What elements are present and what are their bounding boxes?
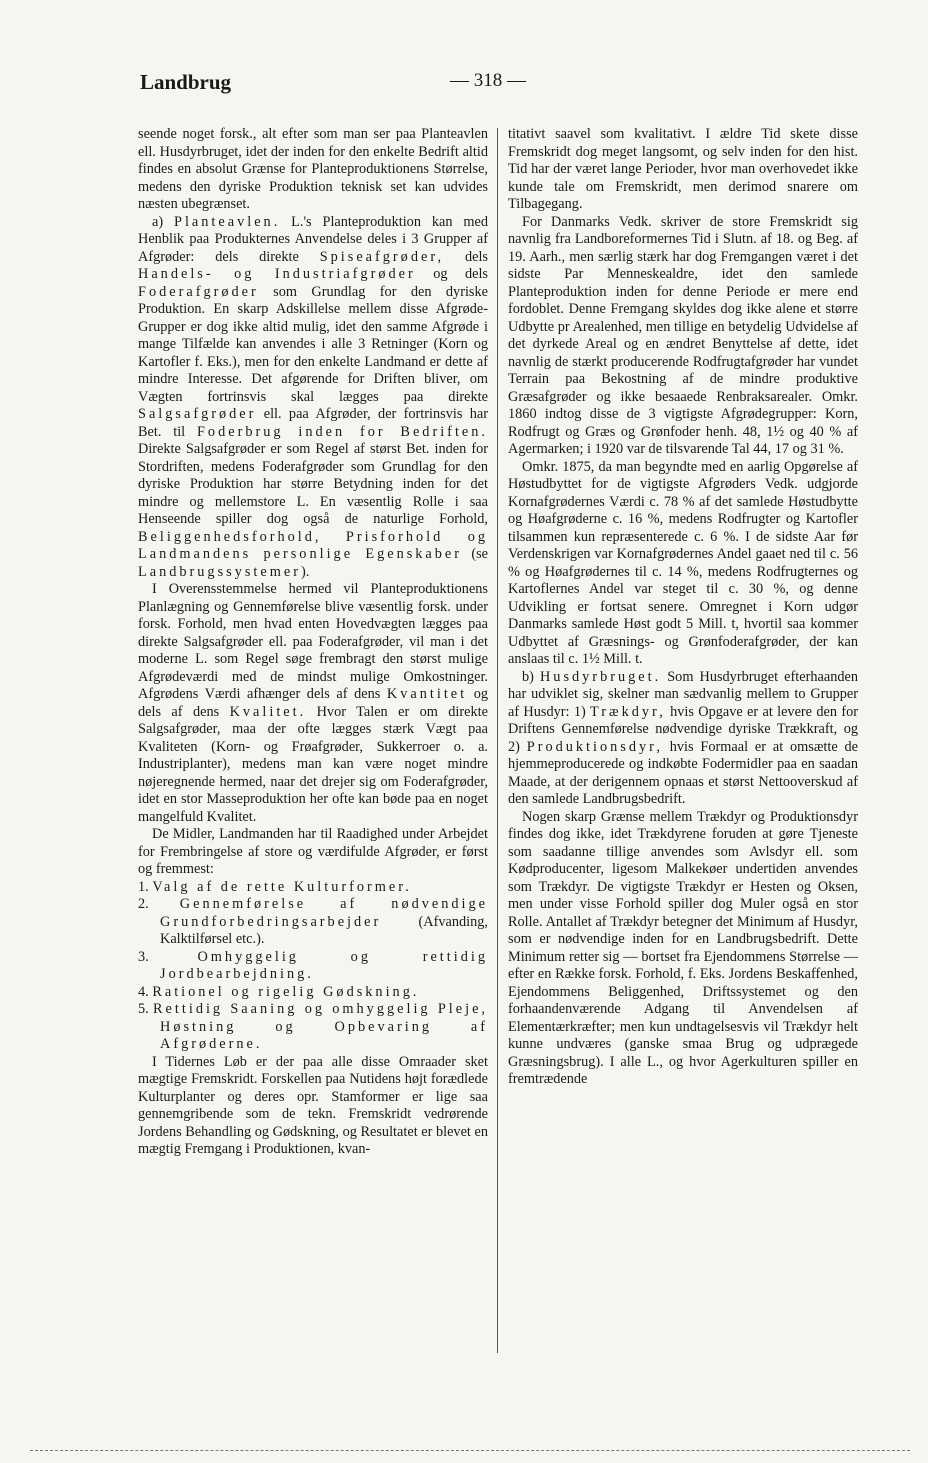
paragraph: Nogen skarp Grænse mellem Trækdyr og Produktionsdyr findes dog ikke, idet Trækdyrene foruden at gøre Tjeneste som saadanne tillige anvendes som Avlsdyr ell. som Kødproducenter, ligesom Malkekøer undertiden anvendes som Trækdyr. De vigtigste Trækdyr er Hesten og Oksen, men under visse Forhold spiller dog Muler også en stor Rolle. Antallet af Trækdyr betegner det Minimum af Husdyr, som er nødvendige inden for en Landbrugsbedrift. Dette Minimum retter sig — bortset fra Ejendommens Størrelse — efter en Række forsk. Forhold, f. Eks. Jordens Beskaffenhed, Ejendommens Beliggenhed, Driftssystemet og den forhaandenværende Adgang til Anvendelsen af Elementærkræfter; men kun undtagelsesvis vil Trækdyr helt kunne undværes (ganske smaa Brug og udprægede Græsningsbrug). I alle L., og hvor Agerkulturen spiller en fremtrædende	[508, 808, 858, 1087]
list-number: 1.	[138, 878, 149, 895]
spaced-term: Produktionsdyr,	[526, 738, 663, 755]
list-item	[138, 984, 488, 1002]
text-run: a)	[152, 213, 174, 230]
section-title: Landbrug	[140, 70, 232, 94]
text-run: Som Husdyrbruget efterhaanden har udviklet sig, skelner man sædvanlig mellem to Grupper af Husdyr: 1)	[508, 668, 858, 720]
spaced-term: Kvalitet.	[229, 703, 307, 720]
list-item	[138, 949, 488, 984]
list-item	[138, 896, 488, 949]
text-run: (se	[462, 546, 488, 562]
spaced-term: Trækdyr,	[590, 703, 666, 720]
text-run: hvis Opgave er at levere den for Driftens Gennemførelse nødvendige dyriske Trækkraft, og 2)	[508, 703, 858, 755]
spaced-term: Planteavlen.	[174, 213, 281, 230]
list-number: 3.	[138, 948, 149, 965]
text-run: dels	[444, 248, 488, 265]
spaced-term: Salgsafgrøder	[138, 406, 257, 422]
text-run: og dels af dens	[138, 686, 488, 720]
paragraph-husdyrbruget	[508, 669, 858, 809]
left-column	[138, 126, 488, 1159]
list-item	[138, 1001, 488, 1054]
paragraph: Omkr. 1875, da man begyndte med en aarlig Opgørelse af Høstudbyttet for de vigtigste Afgrøders Vedk. udgjorde Kornafgrødernes Værdi c. 78 % af det samlede Høstudbytte og Høafgrøderne c. 16 %, medens Rodfrugter og Kartofler tilsammen kun repræsenterede c. 6 %. I de sidste Aar før Verdenskrigen var Kornafgrødernes Andel gaaet ned til c. 56 % og Høafgrødernes til c. 14 %, medens Rodfrugternes og Kartoflernes Andel var steget til c. 30 %, og denne Udvikling er fortsat senere. Omregnet i Korn udgør Danmarks samlede Høst godt 5 Mill. t, hvortil saa kommer Udbyttet af Græsnings- og Grønfoderafgrøder, der kan anslaas til c. 1½ Mill. t.	[508, 458, 858, 667]
text-run: (Afvanding, Kalktilførsel etc.).	[160, 913, 488, 947]
list-number: 4.	[138, 983, 149, 1000]
text-run: hvis Formaal er at omsætte de hjemmeproducerede og indkøbte Fodermidler paa en saadan Maade, at der derigennem opnaas et størst Nettooverskud af den samlede Landbrugsbedrift.	[508, 738, 859, 807]
page-header	[140, 70, 790, 104]
paragraph: titativt saavel som kvalitativt. I ældre Tid skete disse Fremskridt dog meget langsomt, og selv inden for den hist. Tid har der været lange Perioder, hvor man overhovedet ikke kunde tale om Fremskridt, men derimod snarere om Tilbagegang.	[508, 126, 858, 212]
list-number: 2.	[138, 896, 149, 912]
text-run: som Grundlag for den dyriske Produktion. En skarp Adskillelse mellem disse Afgrøde-Grupper er dog ikke altid mulig, idet den samme Afgrøde i mange Tilfælde kan anvendes i alle 3 Retninger (Korn og Kartofler f. Eks.), men for den enkelte Landmand er dette af mindre Interesse. Det afgørende for Driften bliver, om Vægten fortrinsvis skal lægges paa direkte	[138, 283, 488, 405]
list-item	[138, 879, 488, 897]
spaced-term: Kvantitet	[386, 686, 468, 702]
paragraph-planteavlen	[138, 214, 488, 582]
paragraph: seende noget forsk., alt efter som man ser paa Planteavlen ell. Husdyrbruget, idet der inden for den enkelte Bedrift altid findes en absolut Grænse for Planteproduktionens Størrelse, medens den dyriske Produktion teknisk set kan udvides næsten ubegrænset.	[138, 126, 488, 212]
spaced-term: Foderbrug inden for Bedriften.	[196, 423, 488, 440]
text-run: ell. paa Afgrøder, der fortrinsvis har Bet. til	[138, 406, 488, 440]
means-list	[138, 879, 488, 1054]
spaced-term: Valg af de rette Kulturformer.	[152, 878, 412, 895]
spaced-term: Landbrugssystemer	[138, 563, 301, 580]
spaced-term: Rationel og rigelig Gødskning.	[152, 983, 420, 1000]
spaced-term: Rettidig Saaning og omhyggelig Pleje, Høstning og Opbevaring af Afgrøderne.	[153, 1001, 488, 1052]
paragraph: De Midler, Landmanden har til Raadighed under Arbejdet for Frembringelse af store og værdifulde Afgrøder, er først og fremmest:	[138, 826, 488, 877]
spaced-term: Foderafgrøder	[138, 283, 259, 300]
page-number: — 318 —	[450, 70, 526, 91]
text-run: ).	[300, 563, 310, 580]
column-divider	[497, 128, 498, 1353]
right-column	[508, 126, 858, 1089]
text-run: Hvor Talen er om direkte Salgsafgrøder, maa der ofte lægges stærk Vægt paa Kvaliteten (Korn- og Frøafgrøder, Sukkerroer o. a. Industriplanter), medens man kan være noget mindre nøjeregnende hermed, naar det drejer sig om Foderafgrøder, idet en stor Masseproduktion her ofte kan bøde paa en noget mangelfuld Kvalitet.	[138, 703, 488, 825]
text-run: L.'s Planteproduktion kan med Henblik paa Produkternes Anvendelse deles i 3 Grupper af Afgrøder: dels direkte	[138, 213, 488, 265]
spaced-term: Gennemførelse af nødvendige Grundforbedringsarbejder	[160, 896, 488, 930]
text-run: I Overensstemmelse hermed vil Planteproduktionens Planlægning og Gennemførelse blive væsentlig forsk. under forsk. Forhold, men hvad enten Hovedvægten lægges paa direkte Salgsafgrøder ell. paa Foderafgrøder, vil man i det moderne L. som Regel søge frembragt den størst mulige Afgrødeværdi med de mindst mulige Omkostninger. Afgrødens Værdi afhænger dels af dens	[138, 581, 488, 702]
paragraph: I Tidernes Løb er der paa alle disse Omraader sket mægtige Fremskridt. Forskellen paa Nutidens højt forædlede Kulturplanter og deres opr. Stamformer er lige saa gennemgribende som de tekn. Fremskridt vedrørende Jordens Behandling og Gødskning, og Resultatet er blevet en mægtig Fremgang i Produktionen, kvan-	[138, 1053, 488, 1157]
bottom-rule	[30, 1450, 910, 1452]
spaced-term: Handels- og Industriafgrøder	[138, 266, 416, 282]
paragraph	[138, 581, 488, 826]
text-run: og dels	[415, 266, 488, 282]
spaced-term: Beliggenhedsforhold, Prisforhold og Landmandens personlige Egenskaber	[138, 528, 488, 562]
spaced-term: Spiseafgrøder,	[319, 248, 445, 265]
list-number: 5.	[138, 1001, 149, 1017]
text-run: Direkte Salgsafgrøder er som Regel af størst Bet. inden for Stordriften, medens Foderafgrøder som Grundlag for den dyriske Produktion har større Betydning inden for det mindre og mellemstore L. En væsentlig Rolle i saa Henseende spiller dog også de naturlige Forhold,	[138, 441, 488, 527]
paragraph: For Danmarks Vedk. skriver de store Fremskridt sig navnlig fra Landboreformernes Tid i Slutn. af 18. og Beg. af 19. Aarh., men særlig stærk har dog Fremgangen været i det sidste Par Menneskealdre, idet den samlede Planteproduktion inden for denne Periode er mere end fordoblet. Denne Fremgang skyldes dog ikke alene et større Udbytte pr Arealenhed, men tillige en betydelig Udvidelse af det dyrkede Areal og en ændret Benyttelse af dette, idet navnlig de stærkt producerende Rodfrugtafgrøder har vundet Terrain paa Bekostning af de mindre produktive Græsafgrøder og ikke besaaede Renbraksarealer. Omkr. 1860 indtog disse de 3 vigtigste Afgrødegrupper: Korn, Rodfrugt og Græs og Grønfoder henh. 48, 1½ og 40 % af Agermarken; i 1920 var de tilsvarende Tal 44, 17 og 31 %.	[508, 213, 858, 457]
text-run: b)	[522, 668, 540, 685]
spaced-term: Omhyggelig og rettidig Jordbearbejdning.	[160, 948, 488, 982]
spaced-term: Husdyrbruget.	[539, 668, 662, 685]
